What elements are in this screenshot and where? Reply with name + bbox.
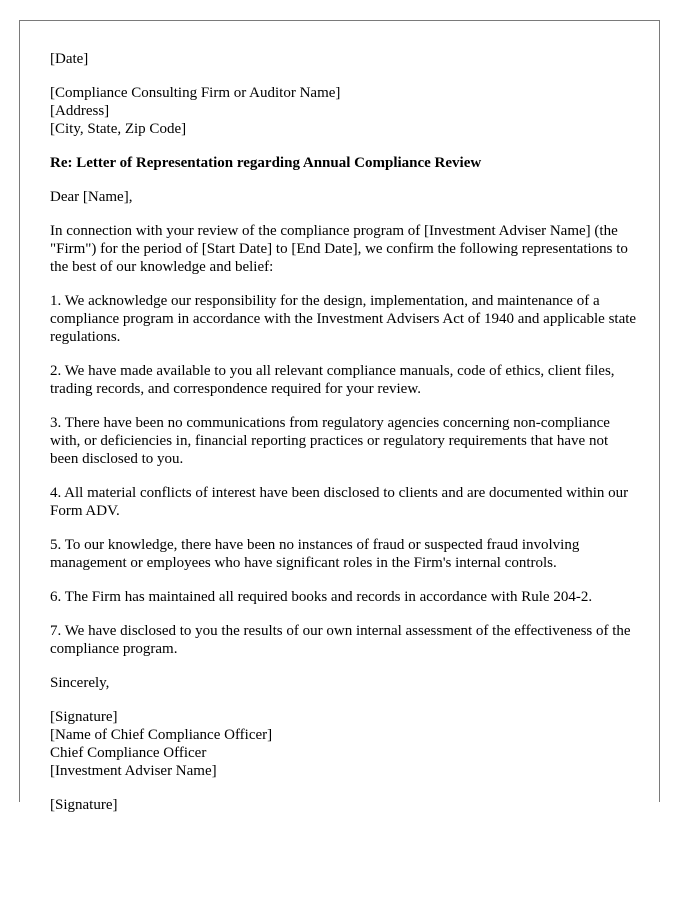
representation-item: 2. We have made available to you all relevant compliance manuals, code of ethics, client files, trading records, and correspondence required for your review. [50, 363, 615, 397]
signer-name: [Name of Chief Compliance Officer] [50, 727, 273, 743]
representation-item: 6. The Firm has maintained all required books and records in accordance with Rule 204-2. [50, 589, 593, 605]
representation-item: 1. We acknowledge our responsibility for the design, implementation, and maintenance of a compliance program in accordance with the Investment Advisers Act of 1940 and applicable state regulations. [50, 293, 637, 345]
closing: Sincerely, [50, 675, 110, 691]
recipient-city-state-zip: [City, State, Zip Code] [50, 121, 187, 137]
letter-date: [Date] [50, 51, 89, 67]
representation-item: 5. To our knowledge, there have been no instances of fraud or suspected fraud involving management or employees who have significant roles in the Firm's internal controls. [50, 537, 580, 571]
recipient-name: [Compliance Consulting Firm or Auditor Name] [50, 85, 341, 101]
representation-item: 3. There have been no communications from regulatory agencies concerning non-compliance with, or deficiencies in, financial reporting practices or regulatory requirements that have not been disclosed to you. [50, 415, 610, 467]
representation-item: 4. All material conflicts of interest have been disclosed to clients and are documented within our Form ADV. [50, 485, 629, 519]
subject-line: Re: Letter of Representation regarding Annual Compliance Review [50, 155, 482, 171]
signature-placeholder-2: [Signature] [50, 797, 118, 813]
signature-block-1 [50, 708, 640, 780]
recipient-address: [Address] [50, 103, 110, 119]
signature-placeholder: [Signature] [50, 709, 118, 725]
representation-item: 7. We have disclosed to you the results of our own internal assessment of the effectiveness of the compliance program. [50, 623, 631, 657]
signer-company: [Investment Adviser Name] [50, 763, 217, 779]
salutation: Dear [Name], [50, 189, 133, 205]
recipient-block [50, 84, 640, 138]
signer-title: Chief Compliance Officer [50, 745, 207, 761]
letter-body [50, 50, 640, 830]
letter-page [19, 20, 660, 813]
signature-block-2 [50, 796, 640, 814]
intro-paragraph: In connection with your review of the compliance program of [Investment Adviser Name] (the "Firm") for the period of [Start Date] to [End Date], we confirm the following representations to the best of our knowledge and belief: [50, 223, 628, 275]
